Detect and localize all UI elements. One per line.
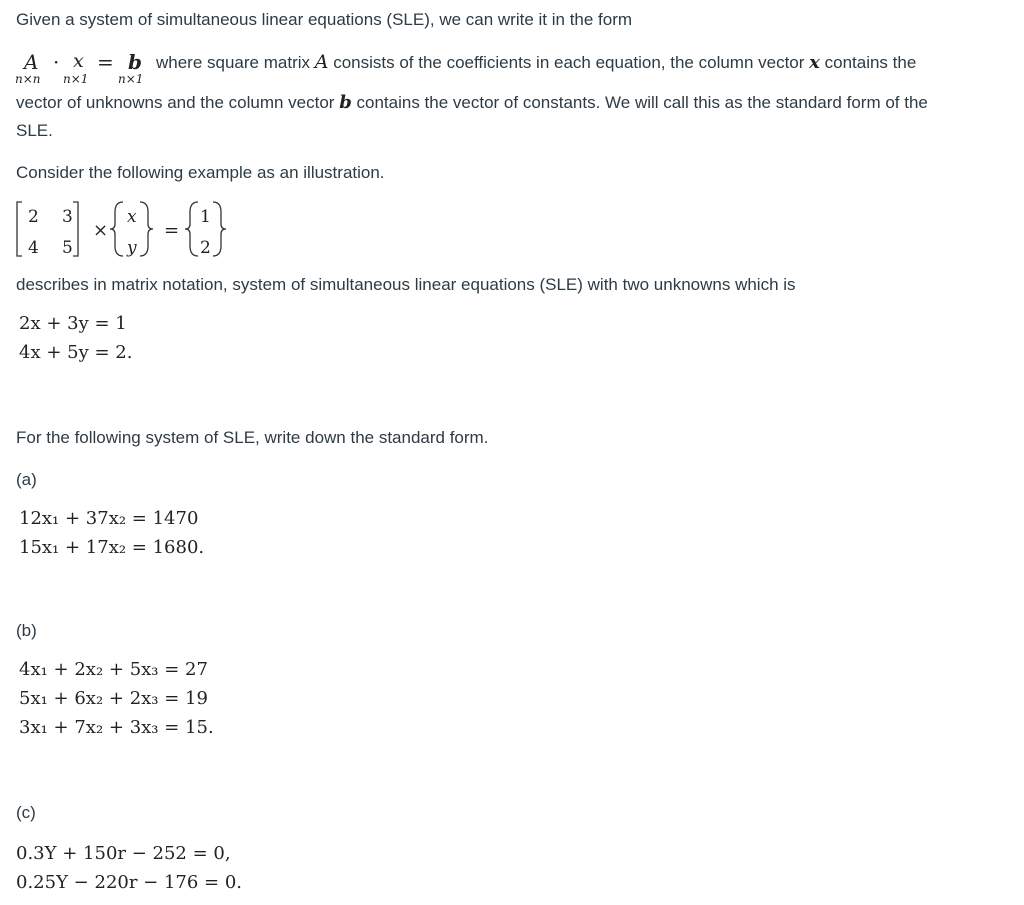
vector-x-entry: y (127, 238, 137, 258)
part-b-equation-1: 4x₁ + 2x₂ + 5x₃ = 27 (19, 659, 208, 680)
vector-b-entry: 1 (200, 207, 211, 227)
part-b-label: (b) (16, 621, 37, 640)
part-c-equation-2: 0.25Y − 220r − 176 = 0. (16, 872, 243, 893)
symbol-A: A (24, 50, 39, 74)
matrix-entry: 2 (28, 207, 39, 227)
underscript-x: n×1 (63, 72, 89, 86)
part-c-equation-1: 0.3Y + 150r − 252 = 0, (16, 843, 231, 864)
intro-line-1: Given a system of simultaneous linear equations (SLE), we can write it in the form (16, 10, 633, 29)
matrix-right-bracket (73, 202, 78, 256)
example-description: describes in matrix notation, system of simultaneous linear equations (SLE) with two unknowns which is (16, 275, 796, 294)
part-b-equation-2: 5x₁ + 6x₂ + 2x₃ = 19 (19, 688, 208, 709)
example-equation-2: 4x + 5y = 2. (19, 342, 133, 363)
part-a-equation-1: 12x₁ + 37x₂ = 1470 (19, 508, 199, 529)
vector-b-entry: 2 (200, 238, 211, 258)
underscript-b: n×1 (118, 72, 144, 86)
times-sign: × (93, 220, 109, 241)
intro-line-2: vector of unknowns and the column vector b contains the vector of constants. We will call this as the standard form of the (16, 92, 928, 113)
part-b-equation-3: 3x₁ + 7x₂ + 3x₃ = 15. (19, 717, 214, 738)
symbol-x: x (73, 50, 84, 72)
matrix-entry: 5 (62, 238, 73, 258)
matrix-illustration (10, 198, 290, 258)
underscript-A: n×n (15, 72, 41, 86)
symbol-equals: = (97, 50, 114, 74)
task-prompt: For the following system of SLE, write down the standard form. (16, 428, 489, 447)
part-a-equation-2: 15x₁ + 17x₂ = 1680. (19, 537, 205, 558)
example-equation-1: 2x + 3y = 1 (19, 313, 127, 334)
vector-x-right-brace (140, 202, 153, 256)
vector-x-entry: x (127, 207, 137, 227)
vector-b-left-brace (185, 202, 198, 256)
matrix-entry: 3 (62, 207, 73, 227)
intro-line-1b: where square matrix A consists of the coefficients in each equation, the column vector x contains the (156, 51, 917, 73)
symbol-b: b (128, 50, 142, 74)
example-heading: Consider the following example as an illustration. (16, 163, 385, 182)
matrix-left-bracket (17, 202, 22, 256)
symbol-dot: · (53, 50, 60, 74)
vector-b-right-brace (213, 202, 226, 256)
part-c-label: (c) (16, 803, 36, 822)
part-a-label: (a) (16, 470, 37, 489)
matrix-entry: 4 (28, 238, 39, 258)
intro-line-3: SLE. (16, 121, 53, 140)
equals-sign: = (164, 220, 180, 241)
vector-x-left-brace (110, 202, 123, 256)
